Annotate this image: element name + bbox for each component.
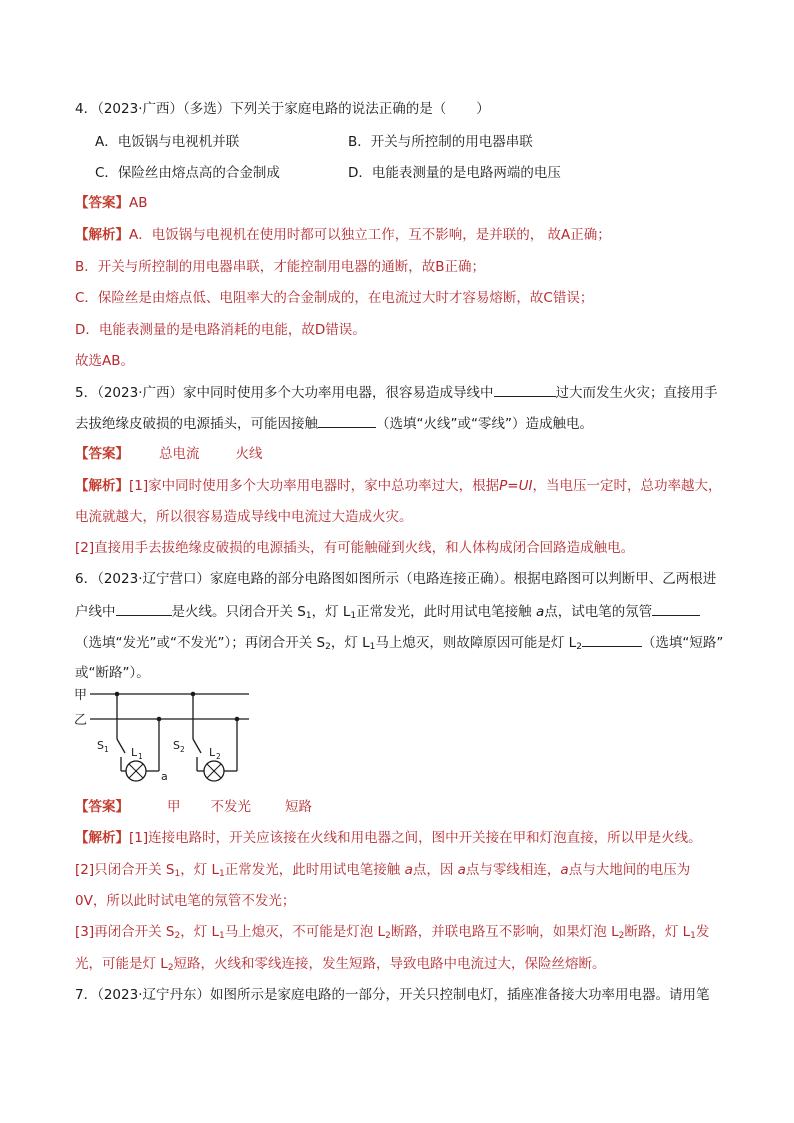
svg-text:L: L [209,746,216,759]
q4-conclusion: 故选AB。 [75,353,134,369]
q5-blank-1[interactable] [494,382,556,397]
q5-answer: 【答案】 总电流 火线 [75,446,263,462]
switch-s2 [193,739,201,753]
wire-label-top: 甲 [74,688,88,703]
q6-analysis-1: 【解析】[1]连接电路时，开关应该接在火线和用电器之间，图中开关接在甲和灯泡直接，所以甲是火线。 [75,830,702,846]
q5-analysis-3: [2]直接用手去拔绝缘皮破损的电源插头，有可能触碰到火线，和人体构成闭合回路造成触电。 [75,540,635,556]
svg-text:L: L [131,746,138,759]
switch-s1 [117,739,125,753]
q6-analysis-2: [2]只闭合开关 $S_1$，灯 $L_1$正常发光，此时用试电笔接触 a点，因 a点与零线相连，a点与大地间的电压为 [75,862,691,879]
q5-blank-2[interactable] [318,413,376,428]
svg-text:1: 1 [138,752,143,761]
q6-circuit-diagram [72,683,257,793]
q4-analysis-1: 【解析】A．电饭锅与电视机在使用时都可以独立工作，互不影响，是并联的， 故A正确； [75,227,611,243]
q4-analysis-4: D．电能表测量的是电路消耗的电能，故D错误。 [75,322,366,338]
q6-blank-3[interactable] [582,632,642,647]
q6-stem-line-1: 6．（2023·辽宁营口）家庭电路的部分电路图如图所示（电路连接正确）。根据电路图可以判断甲、乙两根进 [75,571,717,587]
q6-blank-1[interactable] [116,601,172,616]
q4-option-d: D．电能表测量的是电路两端的电压 [348,165,561,181]
q6-analysis-3: 0V，所以此时试电笔的氖管不发光； [75,893,296,909]
q5-stem-line-2: 去拔绝缘皮破损的电源插头，可能因接触 （选填“火线”或“零线”）造成触电。 [75,413,593,434]
q7-stem-line-1: 7．（2023·辽宁丹东）如图所示是家庭电路的一部分，开关只控制电灯，插座准备接大功率用电器。请用笔 [75,987,710,1003]
svg-text:2: 2 [216,752,221,761]
q6-stem-line-3: （选填“发光”或“不发光”）；再闭合开关 $S_2$，灯 $L_1$马上熄灭，则故障原因可能是灯 $L_2$ （选填“短路” [75,632,723,657]
q4-option-c: C．保险丝由熔点高的合金制成 [95,165,280,181]
q4-stem: 4．（2023·广西）（多选）下列关于家庭电路的说法正确的是（ ） [75,101,490,117]
q6-analysis-5: 光，可能是灯 $L_2$短路，火线和零线连接，发生短路，导致电路中电流过大，保险丝熔断。 [75,956,606,973]
q6-analysis-4: [3]再闭合开关 $S_2$，灯 $L_1$马上熄灭，不可能是灯泡 $L_2$断路，并联电路互不影响，如果灯泡 $L_2$断路，灯 $L_1$发 [75,924,710,941]
q6-blank-2[interactable] [652,601,700,616]
q5-stem-line-1: 5．（2023·广西）家中同时使用多个大功率用电器，很容易造成导线中 过大而发生火灾；直接用手 [75,382,718,403]
q4-option-a: A．电饭锅与电视机并联 [95,134,240,150]
point-a-label: a [161,770,168,783]
svg-text:2: 2 [180,745,185,754]
svg-text:1: 1 [104,745,109,754]
q4-option-b: B．开关与所控制的用电器串联 [348,134,533,150]
q4-analysis-3: C．保险丝是由熔点低、电阻率大的合金制成的，在电流过大时才容易熔断，故C错误； [75,290,594,306]
svg-text:S: S [173,739,180,752]
q6-stem-line-4: 或“断路”）。 [75,665,150,681]
q6-answer: 【答案】 甲 不发光 短路 [75,799,312,815]
q4-analysis-2: B．开关与所控制的用电器串联，才能控制用电器的通断，故B正确； [75,259,486,275]
q6-stem-line-2: 户线中 是火线。只闭合开关 $S_1$，灯 $L_1$正常发光，此时用试电笔接触 a点，试电笔的氖管 [75,601,700,626]
q5-analysis-1: 【解析】[1]家中同时使用多个大功率用电器时，家中总功率过大，根据P=UI，当电压一定时，总功率越大， [75,478,722,494]
svg-text:S: S [97,739,104,752]
wire-label-bottom: 乙 [74,713,88,728]
q4-answer: 【答案】AB [75,195,148,211]
q5-analysis-2: 电流就越大，所以很容易造成导线中电流过大造成火灾。 [75,509,413,525]
